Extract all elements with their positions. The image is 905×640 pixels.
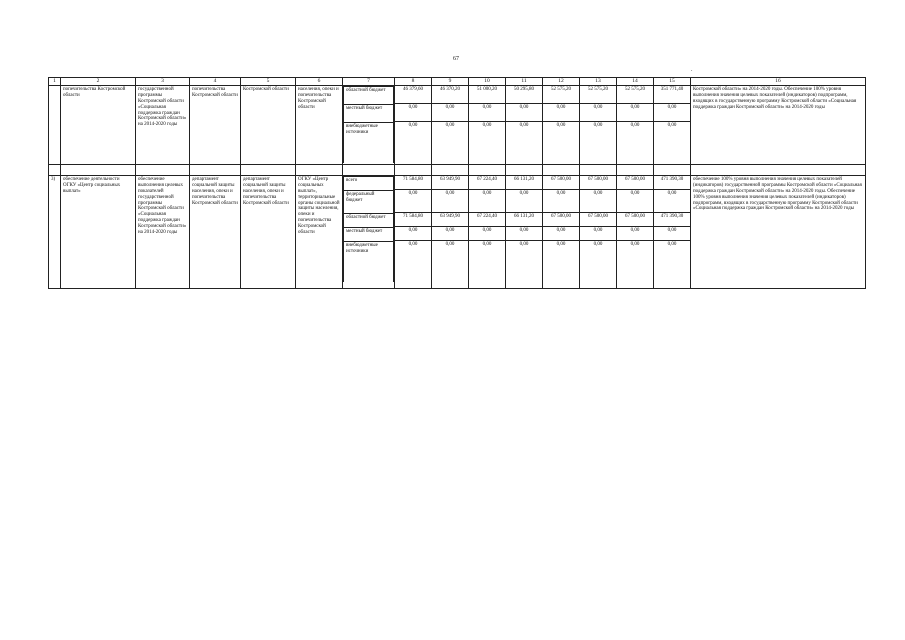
amount: 66 131,20 (506, 176, 542, 190)
amount: 0,00 (556, 242, 566, 247)
amount: 0,00 (482, 123, 492, 128)
amount: 63 949,90 (432, 213, 468, 227)
amount-total: 0,00 (667, 242, 677, 247)
amount: 0,00 (395, 227, 431, 241)
spacer-row (49, 165, 866, 176)
amount: 0,00 (445, 123, 455, 128)
measure-goal: обеспечение выполнения целевых показателей государственной программы Костромской области «Социальная поддержка граждан Костромской области» на 2014-2020 годы (136, 176, 190, 289)
amount: 0,00 (432, 190, 468, 213)
responsible-executor: департамент социальной защиты населения, опеки и попечительства Костромской области (190, 176, 241, 289)
amount: 0,00 (580, 104, 616, 122)
participant: ОГКУ «Центр социальных выплат», территориальные органы социальной защиты населения, опеки и попечительства Костромской области (296, 176, 343, 289)
amount: 51 000,20 (469, 86, 505, 104)
amount: 0,00 (617, 190, 653, 213)
amount-total: 471 390,30 (654, 213, 690, 227)
amount-total: 471 390,30 (654, 176, 690, 190)
amount: 0,00 (556, 123, 566, 128)
amount: 63 949,90 (432, 176, 468, 190)
amount: 0,00 (469, 104, 505, 122)
amount: 67 500,00 (617, 213, 653, 227)
table-row (49, 176, 866, 289)
row-number: 3) (49, 176, 61, 289)
header-cell: 4 (190, 78, 241, 86)
measure-name: обеспечение деятельности ОГКУ «Центр социальных выплат» (61, 176, 136, 289)
amount: 67 500,00 (617, 176, 653, 190)
header-cell: 8 (395, 78, 432, 86)
amount: 67 224,40 (469, 176, 505, 190)
amount: 0,00 (543, 227, 579, 241)
expected-result: Костромской области» на 2014-2020 годы. Обеспечение 100% уровня выполнения значения целевых показателей (индикаторов) подпрограмм, входящих в государственную программу Костромской области «Социальная поддержка граждан Костромской области» на 2014-2020 годы (691, 86, 866, 165)
amount: 0,00 (432, 227, 468, 241)
amount: 0,00 (395, 104, 431, 122)
amount: 71 584,80 (395, 213, 431, 227)
amount: 0,00 (469, 190, 505, 213)
funding-source: областной бюджет (344, 214, 394, 228)
header-cell: 2 (61, 78, 136, 86)
header-cell: 12 (543, 78, 580, 86)
measure-goal: государственной программы Костромской области «Социальная поддержка граждан Костромской области» на 2014-2020 годы (136, 86, 190, 165)
amount: 46 379,60 (395, 86, 431, 104)
page-mark: . (691, 67, 693, 73)
co-executor: Костромской области (241, 86, 296, 165)
amount: 0,00 (543, 190, 579, 213)
measure-name: попечительства Костромской области (61, 86, 136, 165)
amount: 52 575,20 (580, 86, 616, 104)
amount-total: 0,00 (654, 190, 690, 213)
funding-source: внебюджетные источники (344, 123, 394, 164)
amount-total: 351 771,40 (654, 86, 690, 104)
amount: 67 500,00 (543, 176, 579, 190)
amount: 0,00 (580, 227, 616, 241)
header-cell: 16 (691, 78, 866, 86)
amount: 0,00 (445, 242, 455, 247)
amount: 50 295,80 (506, 86, 542, 104)
participant: населения, опеки и попечительства Костромской области (296, 86, 343, 165)
amount-total: 0,00 (667, 123, 677, 128)
amount-total: 0,00 (654, 227, 690, 241)
funding-source: федеральный бюджет (344, 191, 394, 214)
amount: 0,00 (519, 242, 529, 247)
funding-source: внебюджетные источники (344, 242, 394, 283)
funding-source: местный бюджет (344, 105, 394, 123)
amount: 0,00 (519, 123, 529, 128)
co-executor: департамент социальной защиты населения, опеки и попечительства Костромской области (241, 176, 296, 289)
amount: 0,00 (593, 123, 603, 128)
header-cell: 15 (654, 78, 691, 86)
amount: 0,00 (482, 242, 492, 247)
amount-total: 0,00 (654, 104, 690, 122)
header-cell: 6 (296, 78, 343, 86)
responsible-executor: попечительства Костромской области (190, 86, 241, 165)
amount: 0,00 (543, 104, 579, 122)
amount: 67 500,00 (543, 213, 579, 227)
amount: 0,00 (580, 190, 616, 213)
amount: 0,00 (630, 242, 640, 247)
header-cell: 9 (432, 78, 469, 86)
program-table (48, 77, 866, 289)
page-number: 67 (453, 56, 459, 62)
header-row (49, 78, 866, 86)
amount: 67 500,00 (580, 176, 616, 190)
table-row (49, 86, 866, 165)
amount: 0,00 (506, 227, 542, 241)
amount: 0,00 (617, 104, 653, 122)
header-cell: 10 (469, 78, 506, 86)
amount: 0,00 (617, 227, 653, 241)
amount: 0,00 (469, 227, 505, 241)
funding-source: местный бюджет (344, 228, 394, 242)
header-cell: 13 (580, 78, 617, 86)
amount: 0,00 (408, 123, 418, 128)
row-number (49, 86, 61, 165)
amount: 0,00 (408, 242, 418, 247)
header-cell: 11 (506, 78, 543, 86)
amount: 66 131,20 (506, 213, 542, 227)
header-cell: 3 (136, 78, 190, 86)
amount: 46 370,20 (432, 86, 468, 104)
amount: 0,00 (630, 123, 640, 128)
amount: 52 575,20 (543, 86, 579, 104)
funding-source: всего (344, 177, 394, 191)
amount: 67 500,00 (580, 213, 616, 227)
amount: 71 584,80 (395, 176, 431, 190)
amount: 52 575,20 (617, 86, 653, 104)
header-cell: 14 (617, 78, 654, 86)
header-cell: 7 (343, 78, 395, 86)
amount: 0,00 (395, 190, 431, 213)
amount: 0,00 (593, 242, 603, 247)
amount: 67 224,40 (469, 213, 505, 227)
funding-source: областной бюджет (344, 87, 394, 105)
header-cell: 5 (241, 78, 296, 86)
header-cell: 1 (49, 78, 61, 86)
amount: 0,00 (506, 104, 542, 122)
expected-result: обеспечение 100% уровня выполнения значения целевых показателей (индикаторов) государственной программы Костромской области «Социальная поддержка граждан Костромской области» на 2014-2020 годы. Обеспечение 100% уровня выполнения значения целевых показателей (индикаторов) подпрограмм, входящих в государственную программу Костромской области «Социальная поддержка граждан Костромской области» на 2014-2020 годы (691, 176, 866, 289)
amount: 0,00 (506, 190, 542, 213)
amount: 0,00 (432, 104, 468, 122)
